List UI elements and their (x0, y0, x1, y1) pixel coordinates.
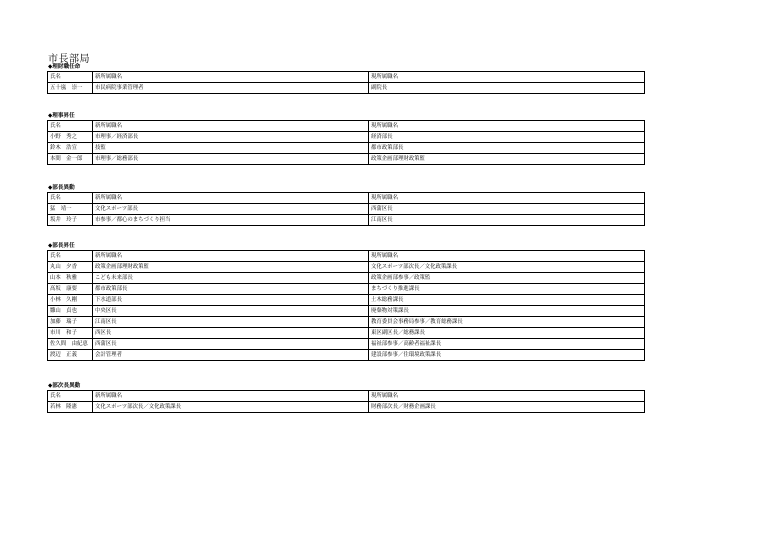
cell-old-post: 経済部長 (369, 132, 645, 143)
table-row (48, 215, 645, 226)
cell-new-post: 西区長 (93, 328, 369, 339)
section-director-promotion (47, 112, 644, 165)
table-row (48, 83, 645, 94)
personnel-table (47, 192, 645, 226)
header-name: 氏名 (48, 121, 93, 132)
cell-old-post: 江南区長 (369, 215, 645, 226)
cell-new-post: 会計管理者 (93, 350, 369, 361)
cell-name: 雛山 貞也 (48, 306, 93, 317)
section-heading: ◆部長異動 (48, 185, 75, 191)
cell-old-post: 教育委員会事務局参事／教育総務課長 (369, 317, 645, 328)
cell-old-post: 副院長 (369, 83, 645, 94)
cell-old-post: 東区副区長／総務課長 (369, 328, 645, 339)
cell-new-post: 西蒲区長 (93, 339, 369, 350)
table-row (48, 262, 645, 273)
cell-new-post: 市理事／経済部長 (93, 132, 369, 143)
cell-old-post: 都市政策部長 (369, 143, 645, 154)
header-name: 氏名 (48, 391, 93, 402)
cell-new-post: 中央区長 (93, 306, 369, 317)
cell-old-post: 財務部次長／財務企画課長 (369, 402, 645, 413)
table-row (48, 339, 645, 350)
header-old-post: 現所属職名 (369, 72, 645, 83)
cell-name: 渡辺 正義 (48, 350, 93, 361)
cell-new-post: 江南区長 (93, 317, 369, 328)
section-manager-transfer (47, 184, 644, 226)
table-row (48, 132, 645, 143)
section-heading: ◆理財職任命 (48, 64, 81, 70)
table-row (48, 154, 645, 165)
table-row (48, 284, 645, 295)
cell-new-post: 市参事／都心のまちづくり担当 (93, 215, 369, 226)
table-row (48, 328, 645, 339)
cell-name: 坂井 玲子 (48, 215, 93, 226)
cell-new-post: 政策企画部理財政策監 (93, 262, 369, 273)
cell-old-post: 建設部参事／住環境政策課長 (369, 350, 645, 361)
cell-name: 本間 金一郎 (48, 154, 93, 165)
header-new-post: 新所属職名 (93, 72, 369, 83)
table-header-row (48, 391, 645, 402)
section-deputy-transfer (47, 382, 644, 413)
cell-name: 猛 靖一 (48, 204, 93, 215)
cell-name: 市川 和子 (48, 328, 93, 339)
cell-new-post: 技監 (93, 143, 369, 154)
cell-old-post: 土木総務課長 (369, 295, 645, 306)
cell-old-post: 福祉部参事／高齢者福祉課長 (369, 339, 645, 350)
cell-old-post: 政策企画部参事／政策監 (369, 273, 645, 284)
table-row (48, 402, 645, 413)
table-header-row (48, 193, 645, 204)
cell-new-post: 市民病院事業管理者 (93, 83, 369, 94)
cell-name: 加藤 瑞子 (48, 317, 93, 328)
cell-old-post: 政策企画部理財政策監 (369, 154, 645, 165)
cell-name: 丸山 夕香 (48, 262, 93, 273)
cell-name: 山本 秋雅 (48, 273, 93, 284)
header-old-post: 現所属職名 (369, 251, 645, 262)
table-row (48, 295, 645, 306)
header-name: 氏名 (48, 251, 93, 262)
section-heading: ◆理事昇任 (48, 113, 75, 119)
header-name: 氏名 (48, 72, 93, 83)
personnel-table (47, 390, 645, 413)
header-new-post: 新所属職名 (93, 193, 369, 204)
table-row (48, 317, 645, 328)
cell-new-post: 市理事／総務部長 (93, 154, 369, 165)
cell-name: 五十嵐 崇一 (48, 83, 93, 94)
section-manager-promotion (47, 242, 644, 361)
table-row (48, 273, 645, 284)
cell-new-post: 下水道部長 (93, 295, 369, 306)
cell-name: 小林 久剛 (48, 295, 93, 306)
table-row (48, 204, 645, 215)
personnel-table (47, 120, 645, 165)
section-appointment (47, 63, 644, 94)
cell-old-post: まちづくり推進課長 (369, 284, 645, 295)
cell-name: 鈴木 浩宣 (48, 143, 93, 154)
header-name: 氏名 (48, 193, 93, 204)
cell-name: 髙坂 康要 (48, 284, 93, 295)
header-new-post: 新所属職名 (93, 391, 369, 402)
cell-new-post: 文化スポーツ部次長／文化政策課長 (93, 402, 369, 413)
header-old-post: 現所属職名 (369, 121, 645, 132)
cell-name: 佐久間 由紀恵 (48, 339, 93, 350)
table-row (48, 306, 645, 317)
cell-name: 小野 秀之 (48, 132, 93, 143)
header-new-post: 新所属職名 (93, 251, 369, 262)
table-header-row (48, 251, 645, 262)
cell-new-post: こども未来部長 (93, 273, 369, 284)
header-old-post: 現所属職名 (369, 193, 645, 204)
section-heading: ◆部長昇任 (48, 243, 75, 249)
cell-name: 若林 隆憲 (48, 402, 93, 413)
table-row (48, 350, 645, 361)
cell-old-post: 廃棄物対策課長 (369, 306, 645, 317)
personnel-table (47, 71, 645, 94)
table-row (48, 143, 645, 154)
personnel-table (47, 250, 645, 361)
table-header-row (48, 121, 645, 132)
cell-new-post: 都市政策部長 (93, 284, 369, 295)
header-old-post: 現所属職名 (369, 391, 645, 402)
header-new-post: 新所属職名 (93, 121, 369, 132)
cell-new-post: 文化スポーツ部長 (93, 204, 369, 215)
section-heading: ◆部次長異動 (48, 383, 81, 389)
page-title: 市長部局 (48, 54, 90, 65)
cell-old-post: 西蒲区長 (369, 204, 645, 215)
table-header-row (48, 72, 645, 83)
cell-old-post: 文化スポーツ部次長／文化政策課長 (369, 262, 645, 273)
